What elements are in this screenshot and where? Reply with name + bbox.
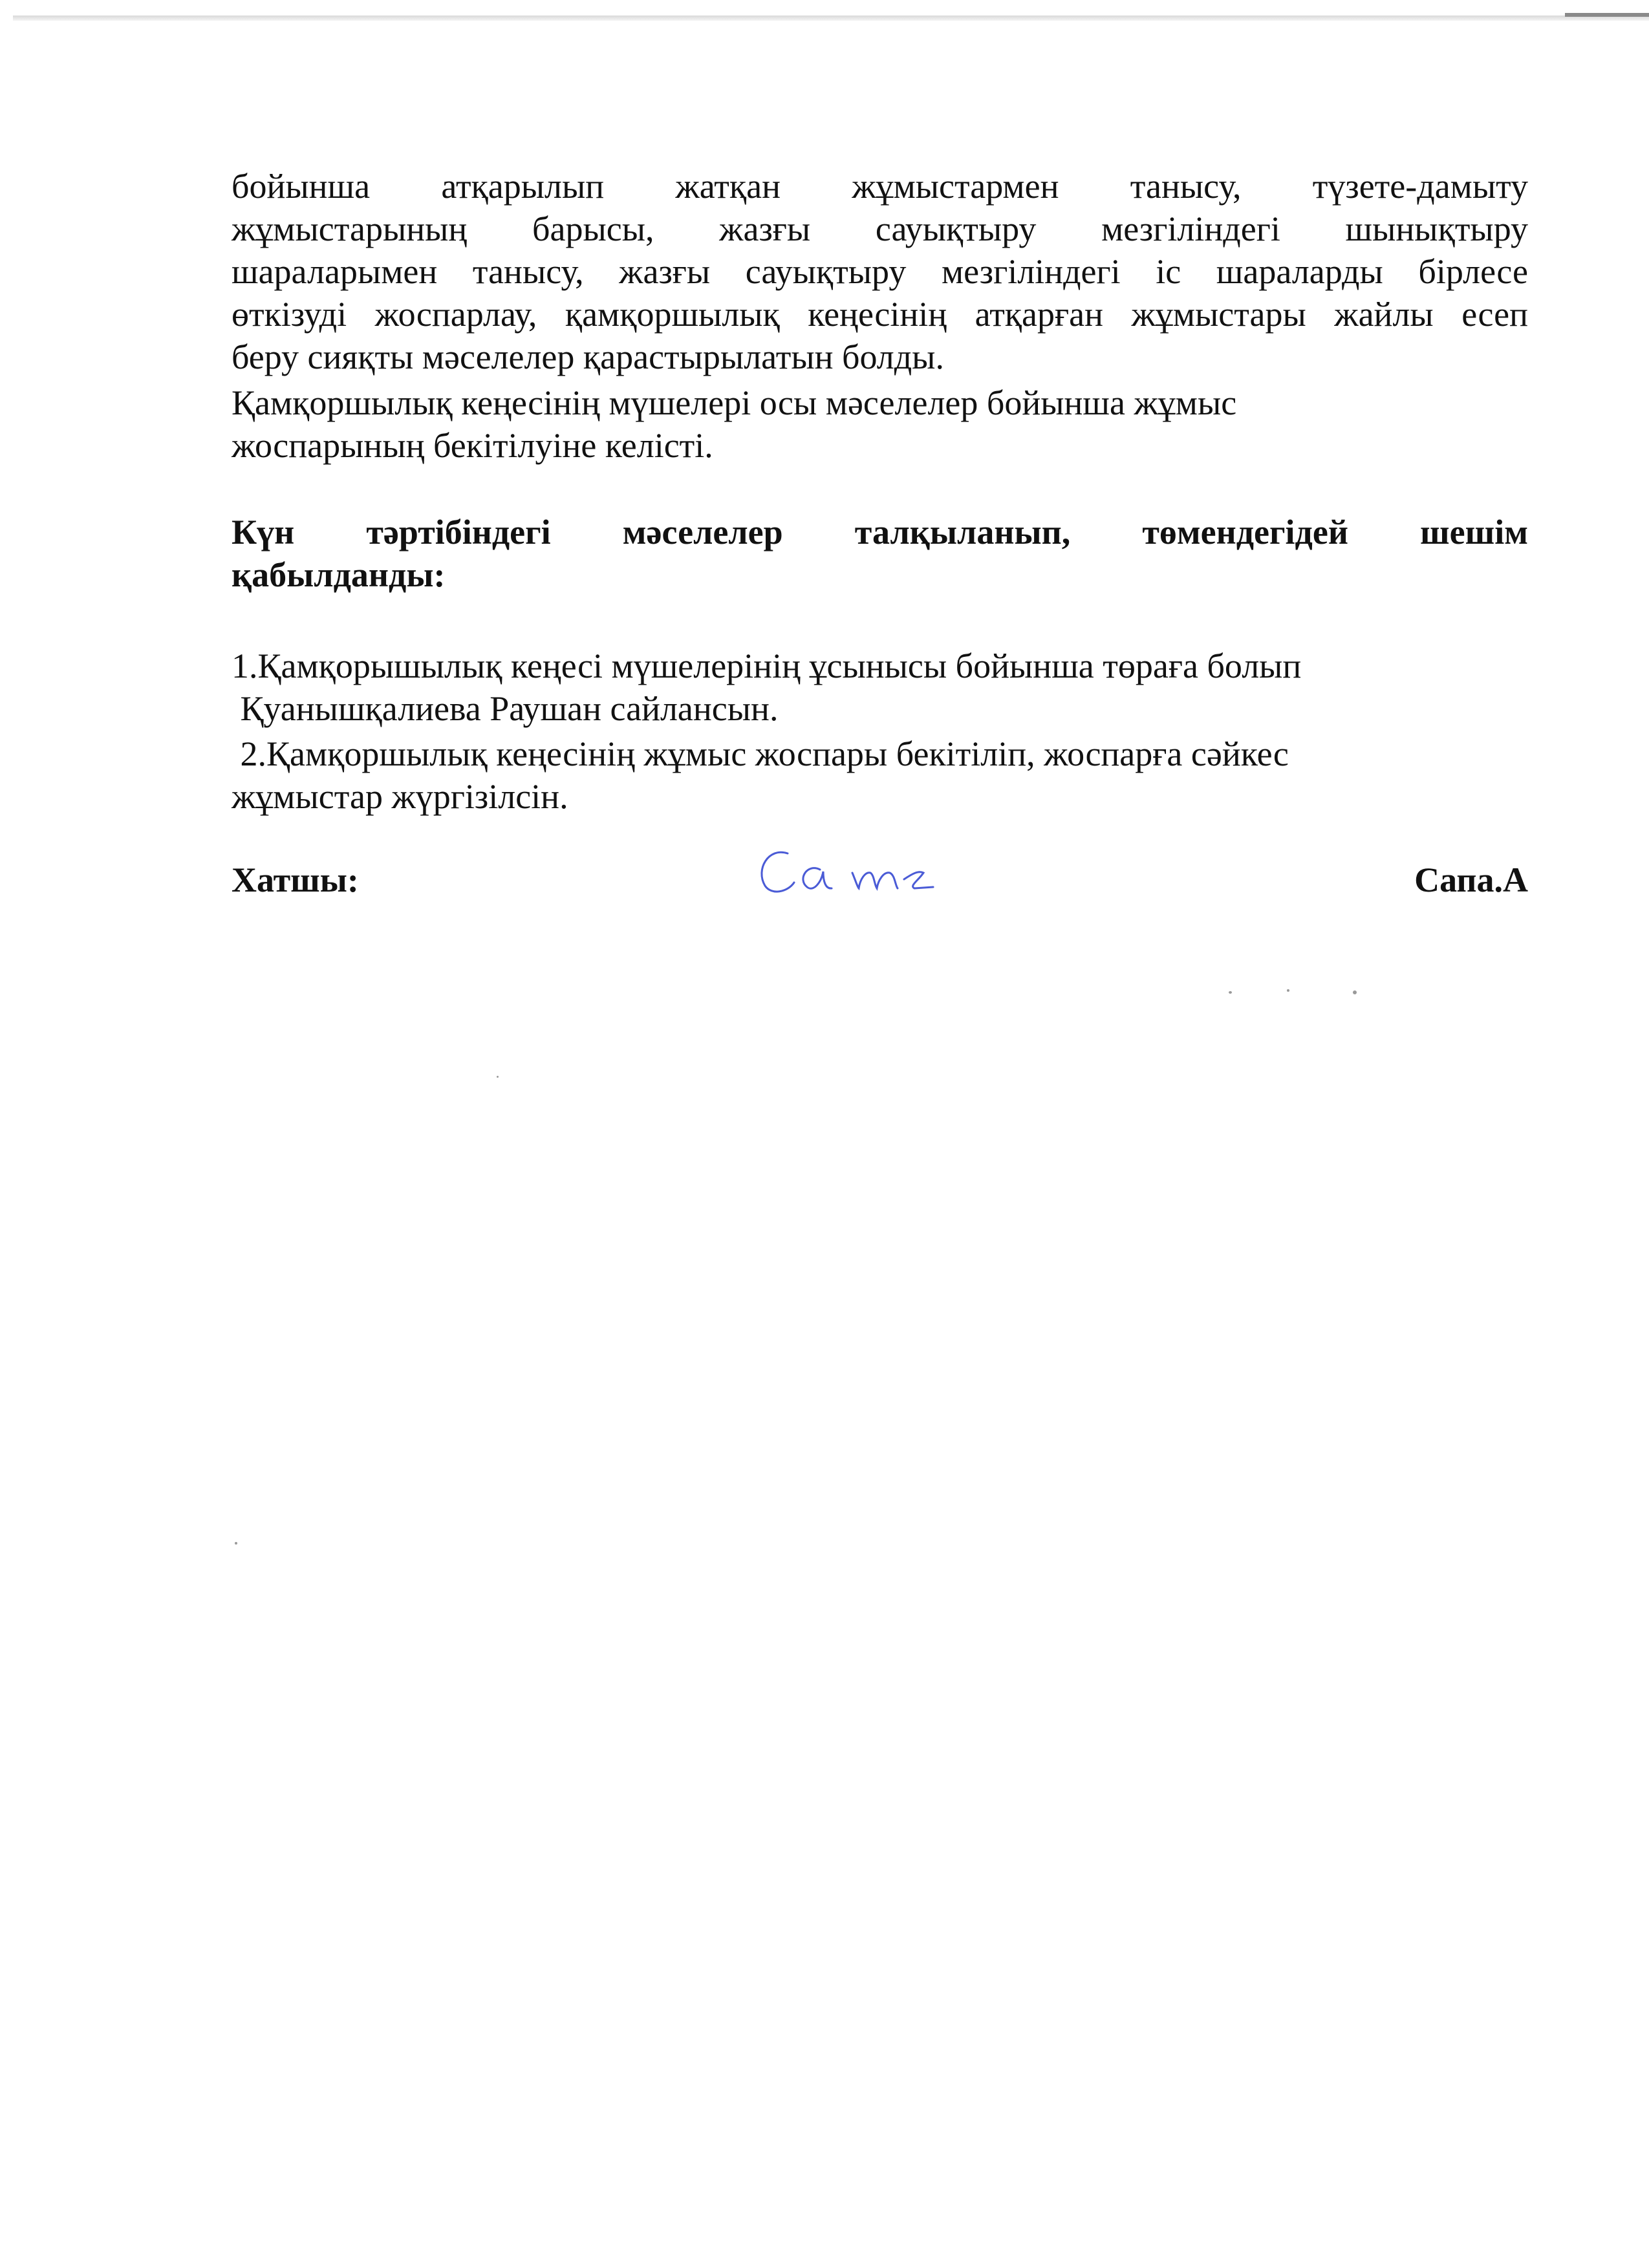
paragraph-2-line: Қамқоршылық кеңесінің мүшелері осы мәселелер бойынша жұмыс: [232, 383, 1237, 422]
decision-1-line: 1.Қамқорышылық кеңесі мүшелерінің ұсынысы бойынша төраға болып: [232, 647, 1302, 685]
secretary-name: Сапа.А: [1414, 861, 1528, 899]
handwritten-signature: [749, 834, 936, 905]
decision-2-line: жұмыстар жүргізілсін.: [232, 777, 568, 816]
decision-1-line: Қуанышқалиева Раушан сайлансын.: [232, 689, 779, 728]
paragraph-2: [232, 381, 1528, 467]
decision-heading-line: Күн тәртібіндегі мәселелер талқыланып, төмендегідей шешім: [232, 513, 1528, 551]
signature-row: [232, 859, 1528, 910]
paragraph-1-line: өткізуді жоспарлау, қамқоршылық кеңесінің атқарған жұмыстары жайлы есеп: [232, 295, 1528, 334]
paragraph-1-line: бойынша атқарылып жатқан жұмыстармен танысу, түзете-дамыту: [232, 167, 1528, 206]
paragraph-1-line: шараларымен танысу, жазғы сауықтыру мезгіліндегі іс шараларды бірлесе: [232, 252, 1528, 291]
decision-heading: [232, 511, 1528, 596]
scan-speck: [1353, 990, 1357, 994]
scan-speck: [1229, 991, 1232, 994]
scan-speck: [235, 1542, 237, 1545]
decision-heading-line: қабылданды:: [232, 555, 446, 594]
decision-2: [232, 733, 1528, 818]
decision-2-line: 2.Қамқоршылық кеңесінің жұмыс жоспары бекітіліп, жоспарға сәйкес: [232, 734, 1289, 773]
paragraph-1: [232, 165, 1528, 378]
scan-speck: [1287, 989, 1289, 992]
paragraph-1-last-line: беру сияқты мәселелер қарастырылатын болды.: [232, 337, 944, 376]
decision-1: [232, 645, 1528, 730]
scan-corner-mark: [1565, 13, 1649, 17]
paragraph-2-line: жоспарының бекітілуіне келісті.: [232, 426, 713, 465]
secretary-label: Хатшы:: [232, 861, 359, 899]
scan-speck: [497, 1076, 499, 1078]
paragraph-1-line: жұмыстарының барысы, жазғы сауықтыру мезгіліндегі шынықтыру: [232, 209, 1528, 248]
scan-top-edge: [13, 16, 1649, 21]
